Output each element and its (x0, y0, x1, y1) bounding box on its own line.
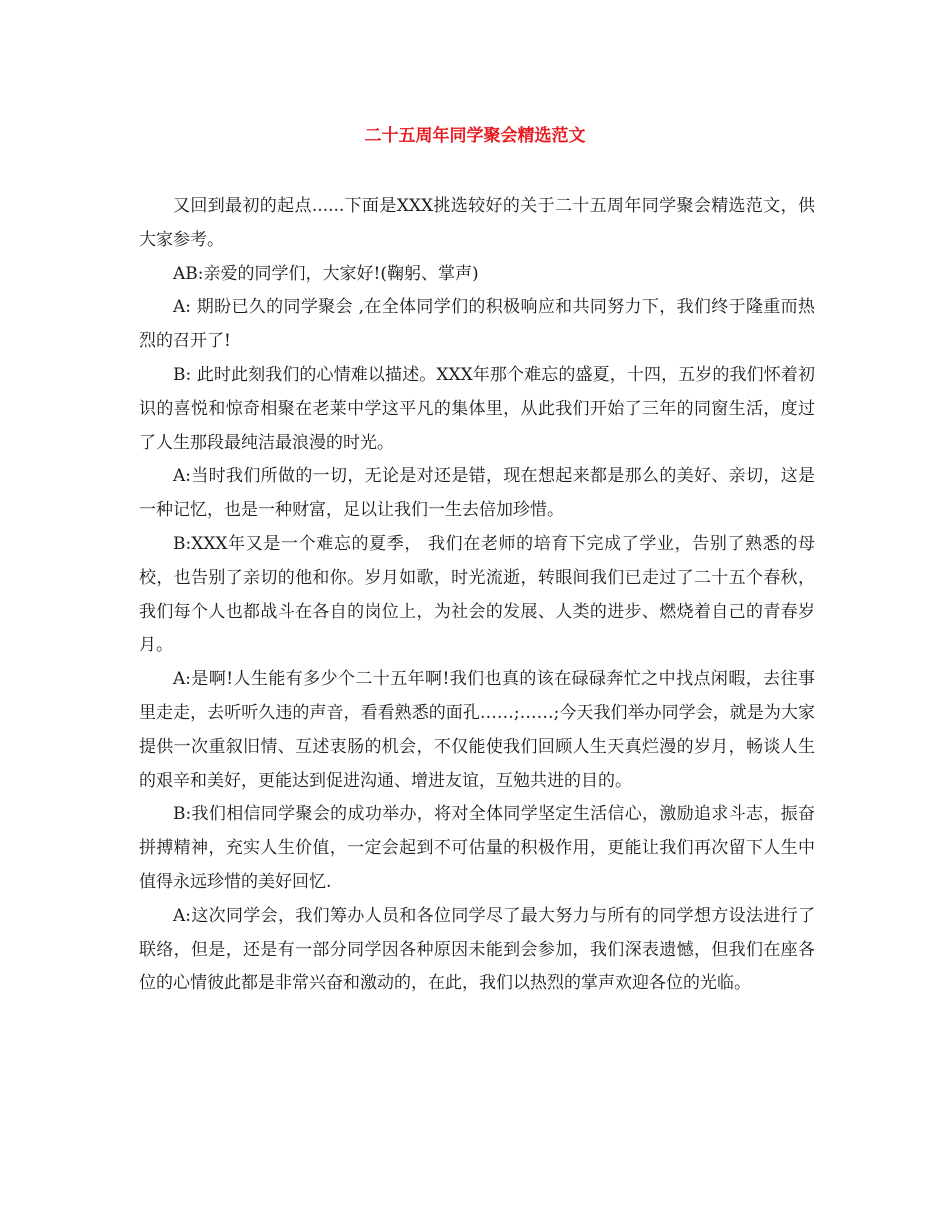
document-title: 二十五周年同学聚会精选范文 (364, 126, 586, 146)
paragraph-a-reunion: A:是啊!人生能有多少个二十五年啊!我们也真的该在碌碌奔忙之中找点闲暇，去往事里走走，去听听久违的声音，看看熟悉的面孔……;……;今天我们举办同学会，就是为大家提供一次重叙旧情、互述衷肠的机会，不仅能使我们回顾人生天真烂漫的岁月，畅谈人生的艰辛和美好，更能达到促进沟通、增进友谊，互勉共进的目的。 (139, 669, 815, 791)
paragraph-greeting: AB:亲爱的同学们，大家好!(鞠躬、掌声) (173, 263, 479, 284)
document-body (139, 190, 815, 1001)
paragraph-intro: 又回到最初的起点......下面是XXX挑选较好的关于二十五周年同学聚会精选范文，供大家参考。 (139, 196, 815, 250)
paragraph-b-graduation: B:XXX年又是一个难忘的夏季， 我们在老师的培育下完成了学业，告别了熟悉的母校，也告别了亲切的他和你。岁月如歌，时光流逝，转眼间我们已走过了二十五个春秋，我们每个人也都战斗在各自的岗位上，为社会的发展、人类的进步、燃烧着自己的青春岁月。 (139, 533, 815, 656)
paragraph-b-belief: B:我们相信同学聚会的成功举办，将对全体同学坚定生活信心，激励追求斗志，振奋拼搏精神，充实人生价值，一定会起到不可估量的积极作用，更能让我们再次留下人生中值得永远珍惜的美好回忆. (139, 804, 815, 892)
paragraph-a-welcome: A:这次同学会，我们筹办人员和各位同学尽了最大努力与所有的同学想方设法进行了联络，但是，还是有一部分同学因各种原因未能到会参加，我们深表遗憾，但我们在座各位的心情彼此都是非常兴奋和激动的，在此，我们以热烈的掌声欢迎各位的光临。 (139, 905, 815, 994)
paragraph-b-memory: B: 此时此刻我们的心情难以描述。XXX年那个难忘的盛夏，十四，五岁的我们怀着初识的喜悦和惊奇相聚在老莱中学这平凡的集体里，从此我们开始了三年的同窗生活，度过了人生那段最纯洁最浪漫的时光。 (139, 364, 815, 453)
paragraph-a-treasure: A:当时我们所做的一切，无论是对还是错，现在想起来都是那么的美好、亲切，这是一种记忆，也是一种财富，足以让我们一生去倍加珍惜。 (139, 466, 815, 521)
paragraph-a-opening: A: 期盼已久的同学聚会 ,在全体同学们的积极响应和共同努力下，我们终于隆重而热烈的召开了! (139, 297, 815, 352)
